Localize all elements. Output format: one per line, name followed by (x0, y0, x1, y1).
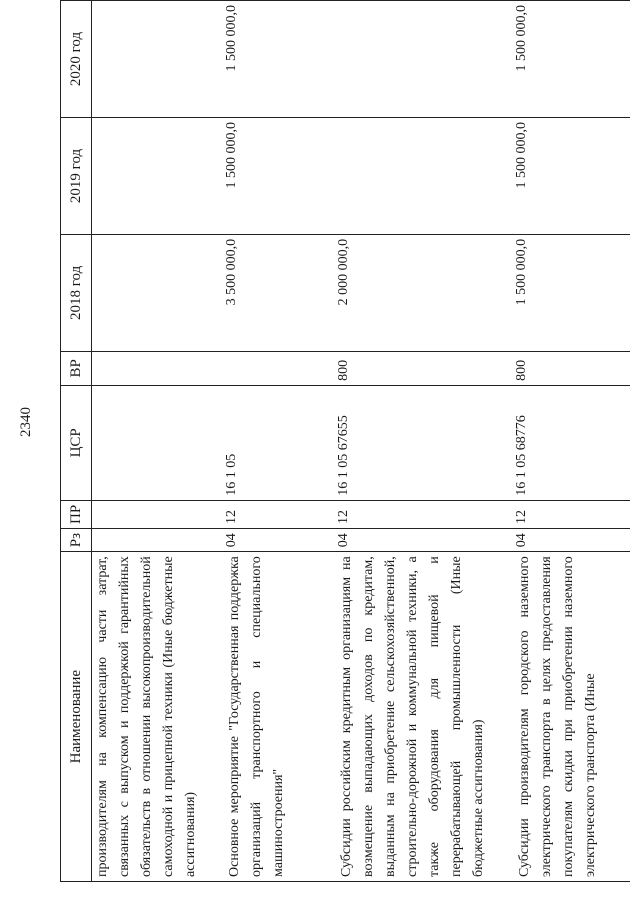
header-vr: ВР (61, 351, 92, 385)
row-csr (92, 385, 225, 500)
table-row (224, 1, 336, 882)
row-name: Субсидии российским кредитным организациям на возмещение выпадающих доходов по кредитам, выданным на приобретение сельскохозяйственной, строительно-дорожной и коммунальной техники, а также оборудования для пищевой и перерабатывающей промышленности (Иные бюджетные ассигнования) (336, 552, 514, 882)
row-vr (224, 351, 336, 385)
header-2018: 2018 год (61, 234, 92, 351)
row-2020 (92, 1, 225, 118)
header-rz: Рз (61, 528, 92, 551)
row-rz (92, 528, 225, 551)
row-csr: 16 1 05 67655 (336, 385, 514, 500)
row-vr: 800 (514, 351, 630, 385)
row-pr: 12 (336, 500, 514, 528)
row-rz: 04 (336, 528, 514, 551)
row-pr: 12 (514, 500, 630, 528)
row-pr (92, 500, 225, 528)
row-2020: 1 500 000,0 (224, 1, 336, 118)
row-2020 (336, 1, 514, 118)
row-2019: 1 500 000,0 (224, 117, 336, 234)
header-name: Наименование (61, 552, 92, 882)
row-rz: 04 (514, 528, 630, 551)
row-2018: 1 500 000,0 (514, 234, 630, 351)
table-row (92, 1, 225, 882)
row-name: производителям на компенсацию части затрат, связанных с выпуском и поддержкой гарантийных обязательств в отношении высокопроизводительной самоходной и прицепной техники (Иные бюджетные ассигнования) (92, 552, 225, 882)
row-2019: 1 500 000,0 (514, 117, 630, 234)
row-csr: 16 1 05 68776 (514, 385, 630, 500)
table-row (514, 1, 630, 882)
row-rz: 04 (224, 528, 336, 551)
row-2019 (336, 117, 514, 234)
row-2018 (92, 234, 225, 351)
header-2019: 2019 год (61, 117, 92, 234)
row-csr: 16 1 05 (224, 385, 336, 500)
row-name: Основное мероприятие "Государственная поддержка организаций транспортного и специального машиностроения" (224, 552, 336, 882)
row-2018: 3 500 000,0 (224, 234, 336, 351)
row-pr: 12 (224, 500, 336, 528)
header-2020: 2020 год (61, 1, 92, 118)
row-name: Субсидии производителям городского наземного электрического транспорта в целях предоставления покупателям скидки при приобретении наземного электрического транспорта (Иные (514, 552, 630, 882)
page-number: 2340 (18, 407, 34, 437)
budget-table (60, 0, 630, 882)
table-header-row (61, 1, 92, 882)
header-pr: ПР (61, 500, 92, 528)
table-row (336, 1, 514, 882)
header-csr: ЦСР (61, 385, 92, 500)
row-vr: 800 (336, 351, 514, 385)
row-2019 (92, 117, 225, 234)
row-2020: 1 500 000,0 (514, 1, 630, 118)
row-vr (92, 351, 225, 385)
row-2018: 2 000 000,0 (336, 234, 514, 351)
